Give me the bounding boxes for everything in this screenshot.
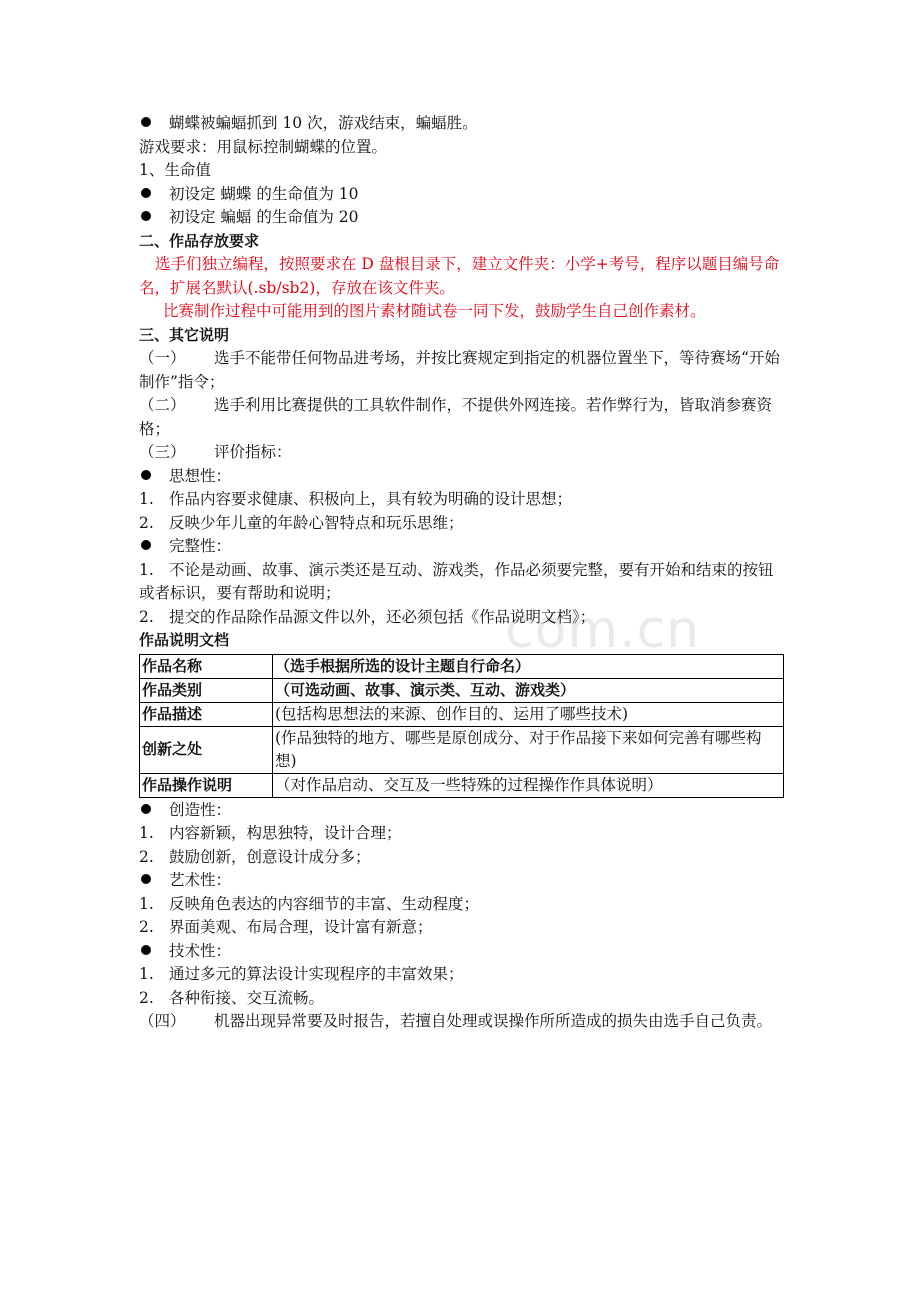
numbered-item (139, 916, 784, 940)
text: 选手利用比赛提供的工具软件制作，不提供外网连接。若作弊行为，皆取消参赛资格； (139, 396, 773, 438)
table-value: （选手根据所选的设计主题自行命名） (273, 654, 784, 678)
numbered-item (139, 987, 784, 1011)
text: 内容新颖，构思独特，设计合理； (169, 824, 402, 842)
doc-description-table (139, 654, 784, 798)
item-number: 1. (139, 490, 154, 508)
table-key: 作品类别 (140, 678, 273, 702)
text: 完整性： (169, 537, 232, 555)
numbered-item (139, 488, 784, 512)
text: 各种衔接、交互流畅。 (169, 988, 325, 1007)
paren-label: （二） (139, 396, 186, 414)
table-row (140, 702, 784, 726)
text: 作品内容要求健康、积极向上，具有较为明确的设计思想； (169, 490, 573, 508)
paragraph: 1、生命值 (139, 161, 211, 179)
paragraph: 游戏要求：用鼠标控制蝴蝶的位置。 (139, 137, 388, 156)
table-key: 创新之处 (140, 726, 273, 773)
item-number: 1. (139, 824, 154, 842)
table-row (140, 726, 784, 773)
list-item (139, 869, 784, 893)
bullet-icon (139, 869, 169, 893)
table-value: （可选动画、故事、演示类、互动、游戏类） (273, 678, 784, 702)
list-item (139, 206, 784, 230)
bullet-icon (139, 799, 169, 823)
numbered-item (139, 512, 784, 536)
text: 初设定 蝴蝶 的生命值为 10 (169, 184, 359, 203)
table-value: (作品独特的地方、哪些是原创成分、对于作品接下来如何完善有哪些构想) (273, 726, 784, 773)
list-item (139, 535, 784, 559)
bullet-icon (139, 112, 169, 136)
bullet-icon (139, 535, 169, 559)
text: 评价指标： (214, 443, 292, 461)
paren-label: （四） (139, 1012, 186, 1030)
text: 技术性： (169, 941, 232, 960)
list-item (139, 799, 784, 823)
text: 通过多元的算法设计实现程序的丰富效果； (169, 965, 464, 983)
text: 界面美观、布局合理，设计富有新意； (169, 918, 433, 936)
text: 初设定 蝙蝠 的生命值为 20 (169, 208, 359, 226)
section-heading: 三、其它说明 (139, 325, 230, 344)
item-number: 1. (139, 965, 154, 983)
item-number: 2. (139, 847, 154, 866)
table-value: (包括构思想法的来源、创作目的、运用了哪些技术) (273, 702, 784, 726)
table-key: 作品操作说明 (140, 773, 273, 797)
text: 选手不能带任何物品进考场，并按比赛规定到指定的机器位置坐下，等待赛场“开始制作”指令； (139, 349, 780, 391)
bullet-icon (139, 183, 169, 207)
paren-label: （三） (139, 443, 186, 461)
text: 不论是动画、故事、演示类还是互动、游戏类，作品必须要完整，要有开始和结束的按钮或者标识，要有帮助和说明； (139, 560, 774, 602)
paragraph (139, 1010, 784, 1034)
paragraph (139, 394, 784, 441)
table-title: 作品说明文档 (139, 631, 230, 649)
paragraph (139, 441, 784, 465)
red-notice: 比赛制作过程中可能用到的图片素材随试卷一同下发，鼓励学生自己创作素材。 (163, 302, 706, 320)
text: 思想性： (169, 466, 232, 485)
text: 反映角色表达的内容细节的丰富、生动程度； (169, 894, 480, 913)
numbered-item (139, 846, 784, 870)
watermark: com.cn (505, 600, 701, 660)
list-item (139, 940, 784, 964)
text: 鼓励创新，创意设计成分多； (169, 847, 371, 866)
table-row (140, 678, 784, 702)
table-key: 作品描述 (140, 702, 273, 726)
bullet-icon (139, 465, 169, 489)
text: 艺术性： (169, 871, 232, 889)
paragraph (139, 347, 784, 394)
text: 提交的作品除作品源文件以外，还必须包括《作品说明文档》； (169, 607, 596, 626)
table-row (140, 654, 784, 678)
list-item (139, 112, 784, 136)
item-number: 2. (139, 607, 154, 626)
red-notice: 选手们独立编程，按照要求在 D 盘根目录下，建立文件夹：小学+考号，程序以题目编号命名，扩展名默认(.sb/sb2)，存放在该文件夹。 (139, 255, 780, 297)
table-row (140, 773, 784, 797)
text: 蝴蝶被蝙蝠抓到 10 次，游戏结束，蝙蝠胜。 (169, 114, 478, 132)
text: 反映少年儿童的年龄心智特点和玩乐思维； (169, 513, 464, 532)
item-number: 1. (139, 560, 154, 579)
numbered-item (139, 893, 784, 917)
list-item (139, 465, 784, 489)
document-page (139, 112, 784, 1034)
item-number: 1. (139, 894, 154, 913)
paren-label: （一） (139, 349, 186, 367)
item-number: 2. (139, 513, 154, 532)
table-key: 作品名称 (140, 654, 273, 678)
text: 创造性： (169, 800, 232, 819)
item-number: 2. (139, 918, 154, 936)
bullet-icon (139, 206, 169, 230)
table-value: （对作品启动、交互及一些特殊的过程操作作具体说明） (273, 773, 784, 797)
item-number: 2. (139, 988, 154, 1007)
numbered-item (139, 606, 784, 630)
bullet-icon (139, 940, 169, 964)
text: 机器出现异常要及时报告，若擅自处理或误操作所所造成的损失由选手自己负责。 (214, 1012, 773, 1030)
list-item (139, 183, 784, 207)
section-heading: 二、作品存放要求 (139, 231, 260, 250)
numbered-item (139, 963, 784, 987)
numbered-item (139, 822, 784, 846)
numbered-item (139, 559, 784, 606)
